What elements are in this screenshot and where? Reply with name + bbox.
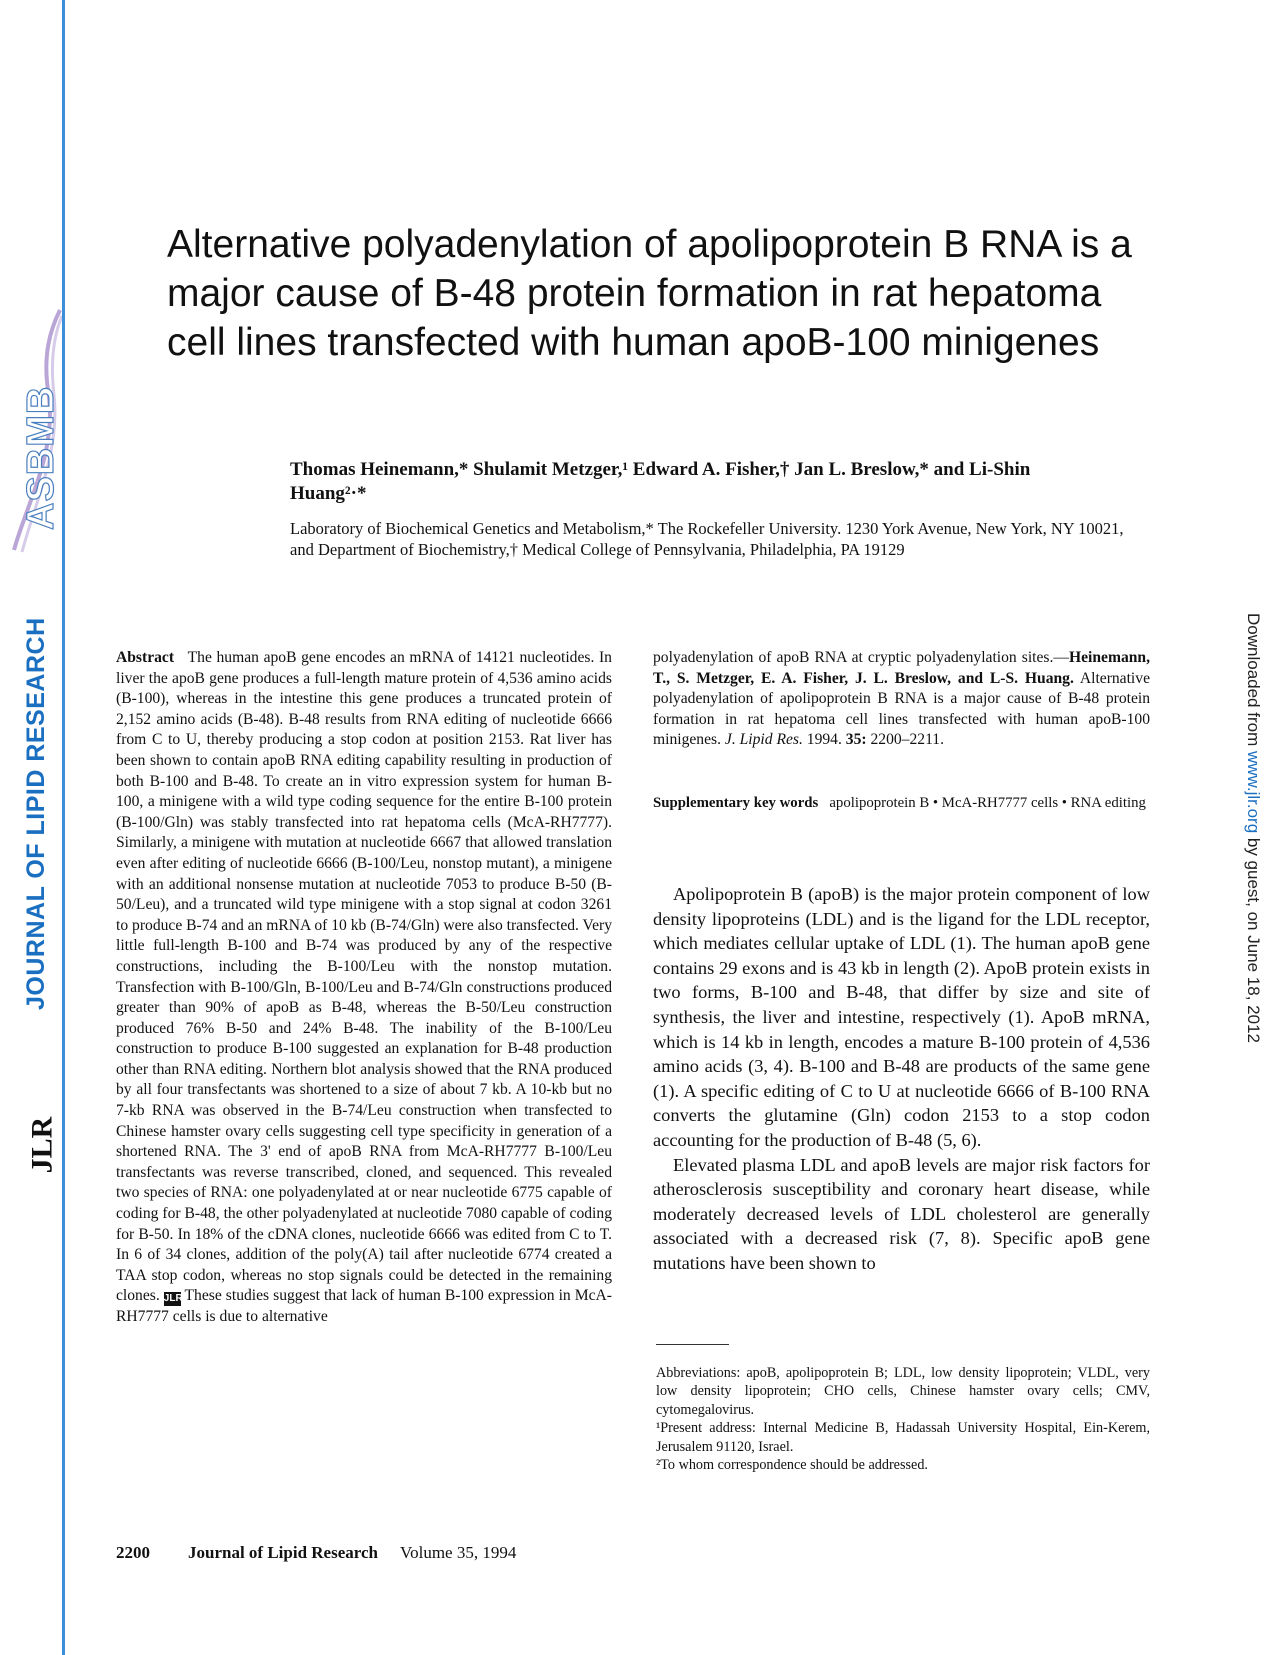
article-title: Alternative polyadenylation of apolipoprotein B RNA is a major cause of B-48 protein formation in rat hepatoma cell lines transfected with human apoB-100 minigenes	[167, 223, 1132, 364]
abstract-right-column: polyadenylation of apoB RNA at cryptic polyadenylation sites.—Heinemann, T., S. Metzger, E. A. Fisher, J. L. Breslow, and L-S. Huang. Alternative polyadenylation of apolipoprotein B RNA is a major cause of B-48 protein formation in rat hepatoma cell lines transfected with human apoB-100 minigenes. J. Lipid Res. 1994. 35: 2200–2211.	[653, 649, 1150, 749]
citation-journal: J. Lipid Res.	[724, 731, 803, 749]
footnote-1: ¹Present address: Internal Medicine B, Hadassah University Hospital, Ein-Kerem, Jerusalem 91120, Israel.	[656, 1420, 1150, 1455]
page-number: 2200	[116, 1543, 150, 1562]
body-paragraph: Elevated plasma LDL and apoB levels are major risk factors for atherosclerosis susceptibility and coronary heart disease, while moderately decreased levels of LDL cholesterol are generally associated with a decreased risk (7, 8). Specific apoB gene mutations have been shown to	[653, 1154, 1150, 1273]
abstract-text: The human apoB gene encodes an mRNA of 14121 nucleotides. In liver the apoB gene produces a full-length mature protein of 4,536 amino acids (B-100), whereas in the intestine this gene produces a truncated protein of 2,152 amino acids (B-48). B-48 results from RNA editing of nucleotide 6666 from C to U, thereby producing a stop codon at position 2153. Rat liver has been shown to contain apoB RNA editing capability resulting in production of both B-100 and B-48. To create an in vitro expression system for human B-100, a minigene with a wild type coding sequence for the entire B-100 protein (B-100/Gln) was stably transfected into rat hepatoma cells (McA-RH7777). Similarly, a minigene with mutation at nucleotide 6667 that allowed translation even after editing of nucleotide 6666 (B-100/Leu, nonstop mutant), a minigene with an additional nonsense mutation at nucleotide 7053 to produce B-50 (B-50/Leu), and a truncated wild type minigene with a stop signal at codon 3261 to produce B-74 and an mRNA of 10 kb (B-74/Gln) were also transfected. Very little full-length B-100 and B-74 was produced by any of the respective constructions, including the B-100/Leu with the nonstop mutation. Transfection with B-100/Gln, B-100/Leu and B-74/Gln constructions produced greater than 90% of apoB as B-48, whereas the B-50/Leu construction produced 76% B-50 and 24% B-48. The inability of the B-100/Leu construction to produce B-100 suggested an explanation for B-48 production other than RNA editing. Northern blot analysis showed that the RNA produced by all four transfectants was shortened to a size of about 7 kb. A 10-kb but no 7-kb RNA was observed in the B-74/Leu construction when transfected to Chinese hamster ovary cells suggesting cell type specificity in generation of a shortened RNA. The 3' end of apoB RNA from McA-RH7777 B-100/Leu transfectants was reverse transcribed, cloned, and sequenced. This revealed two species of RNA: one polyadenylated at or near nucleotide 6775 capable of coding for B-48, the other polyadenylated at nucleotide 7080 capable of coding for B-50. In 18% of the cDNA clones, nucleotide 6666 was edited from C to T. In 6 of 34 clones, addition of the poly(A) tail after nucleotide 6774 created a TAA stop codon, whereas no stop signals could be detected in the remaining clones.	[116, 649, 612, 1305]
keywords-text: apolipoprotein B • McA-RH7777 cells • RNA editing	[829, 795, 1146, 811]
footer-volume: Volume 35, 1994	[400, 1543, 517, 1562]
abstract-label: Abstract	[116, 649, 175, 666]
keywords-label: Supplementary key words	[653, 795, 819, 811]
affiliation: Laboratory of Biochemical Genetics and Metabolism,* The Rockefeller University. 1230 York Avenue, New York, NY 10021, and Department of Biochemistry,† Medical College of Pennsylvania, Philadelphia, PA 19129	[290, 519, 1124, 559]
jlr-link[interactable]: www.jlr.org	[1244, 750, 1263, 834]
footer-journal: Journal of Lipid Research	[188, 1543, 379, 1562]
footnote-divider	[656, 1344, 729, 1345]
journal-sidebar-title: JOURNAL OF LIPID RESEARCH	[22, 617, 50, 1010]
jlr-logo: JLR	[25, 1116, 59, 1174]
citation-volume: 35:	[845, 731, 867, 749]
author-list: Thomas Heinemann,* Shulamit Metzger,¹ Edward A. Fisher,† Jan L. Breslow,* and Li-Shin Huang²·*	[290, 459, 1031, 504]
footnotes	[656, 1364, 1150, 1474]
asbmb-logo	[8, 300, 62, 560]
footnote-2: ²To whom correspondence should be addressed.	[656, 1457, 928, 1474]
download-notice: Downloaded from www.jlr.org by guest, on June 18, 2012	[1244, 613, 1263, 1043]
jlr-editor-icon: JLR	[163, 1293, 183, 1305]
asbmb-logo-text: ASBMB	[20, 385, 62, 530]
citation-text: Alternative polyadenylation of apolipoprotein B RNA is a major cause of B-48 protein formation in rat hepatoma cell lines transfected with human apoB-100 minigenes.	[653, 669, 1150, 749]
footnote-abbreviations: Abbreviations: apoB, apolipoprotein B; LDL, low density lipoprotein; VLDL, very low density lipoprotein; CHO cells, Chinese hamster ovary cells; CMV, cytomegalovirus.	[656, 1365, 1150, 1418]
supplementary-keywords	[653, 794, 1150, 813]
page-footer	[116, 1543, 516, 1563]
body-text	[653, 882, 1150, 1276]
abstract-text-end: These studies suggest that lack of human B-100 expression in McA-RH7777 cells is due to alternative	[116, 1287, 612, 1325]
abstract-left-column	[116, 648, 612, 1328]
left-margin-rule	[62, 0, 65, 1655]
citation-authors: Heinemann, T., S. Metzger, E. A. Fisher, J. L. Breslow, and L-S. Huang.	[653, 649, 1150, 687]
body-paragraph: Apolipoprotein B (apoB) is the major protein component of low density lipoproteins (LDL) and is the ligand for the LDL receptor, which mediates cellular uptake of LDL (1). The human apoB gene contains 29 exons and is 43 kb in length (2). ApoB protein exists in two forms, B-100 and B-48, that differ by size and site of synthesis, the liver and intestine, respectively (1). ApoB mRNA, which is 14 kb in length, encodes a mature B-100 protein of 4,536 amino acids (3, 4). B-100 and B-48 are products of the same gene (1). A specific editing of C to U at nucleotide 6666 of B-100 RNA converts the glutamine (Gln) codon 2153 to a stop codon accounting for the production of B-48 (5, 6).	[653, 884, 1150, 1150]
